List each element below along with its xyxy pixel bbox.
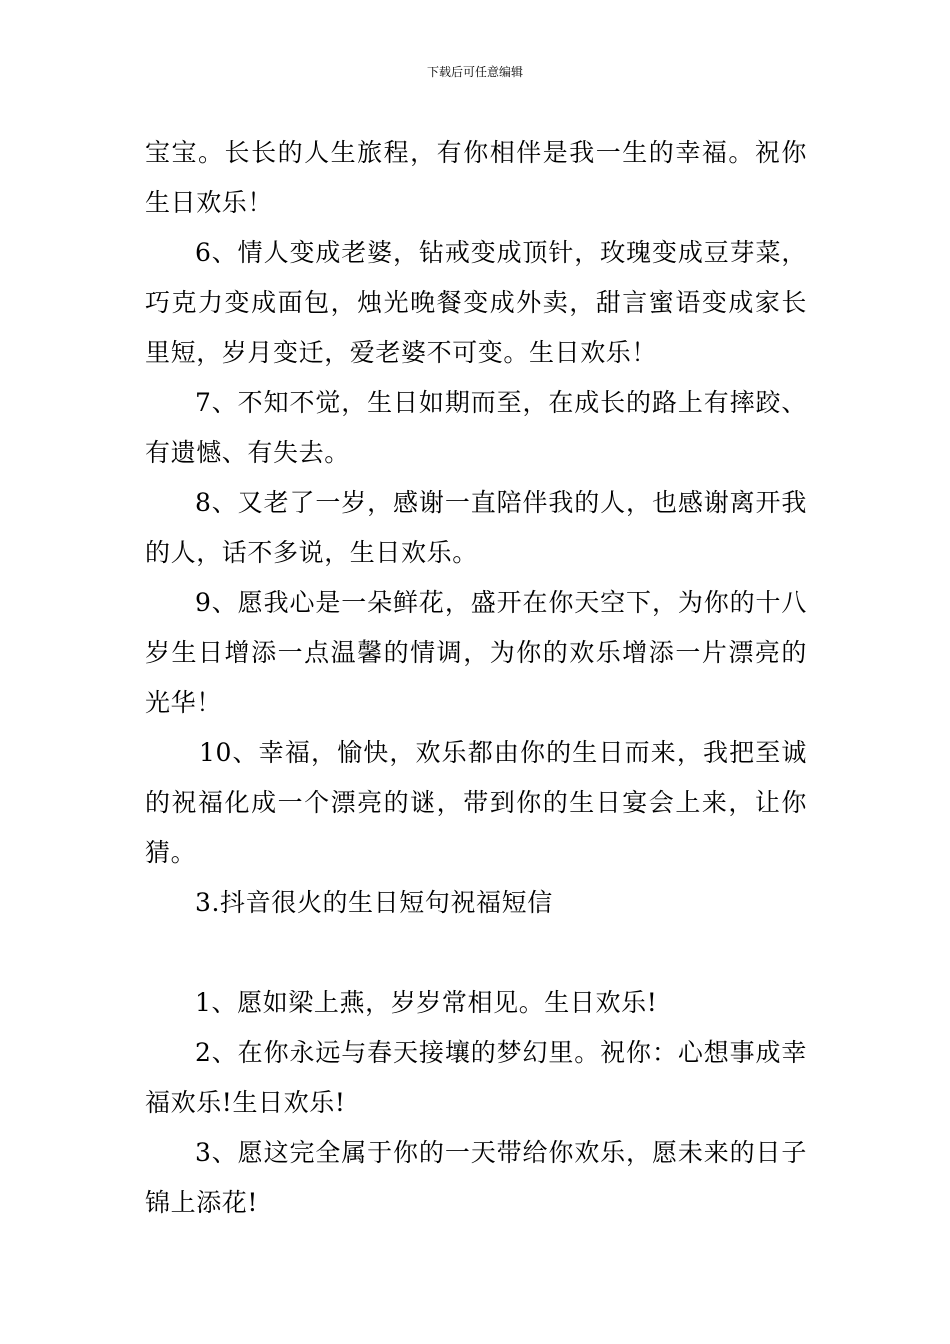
paragraph-continued: 宝宝。长长的人生旅程，有你相伴是我一生的幸福。祝你生日欢乐！ bbox=[145, 138, 807, 217]
paragraph-item-6: 6、情人变成老婆，钻戒变成顶针，玫瑰变成豆芽菜，巧克力变成面包，烛光晚餐变成外卖，甜言蜜语变成家长里短，岁月变迁，爱老婆不可变。生日欢乐！ bbox=[145, 238, 807, 367]
page-header: 下载后可任意编辑 bbox=[426, 65, 523, 79]
paragraph-item-8: 8、又老了一岁，感谢一直陪伴我的人，也感谢离开我的人，话不多说，生日欢乐。 bbox=[145, 488, 807, 567]
section-heading: 3.抖音很火的生日短句祝福短信 bbox=[195, 888, 553, 917]
paragraph-item-10: 10、幸福，愉快，欢乐都由你的生日而来，我把至诚的祝福化成一个漂亮的谜，带到你的生日宴会上来，让你猜。 bbox=[145, 738, 807, 867]
paragraph-item-1: 1、愿如梁上燕，岁岁常相见。生日欢乐! bbox=[195, 988, 658, 1017]
paragraph-item-2: 2、在你永远与春天接壤的梦幻里。祝你：心想事成幸福欢乐!生日欢乐! bbox=[145, 1038, 807, 1117]
paragraph-item-3: 3、愿这完全属于你的一天带给你欢乐，愿未来的日子锦上添花! bbox=[145, 1138, 807, 1217]
paragraph-item-9: 9、愿我心是一朵鲜花，盛开在你天空下，为你的十八岁生日增添一点温馨的情调，为你的欢乐增添一片漂亮的光华！ bbox=[145, 588, 807, 717]
paragraph-item-7: 7、不知不觉，生日如期而至，在成长的路上有摔跤、有遗憾、有失去。 bbox=[145, 388, 807, 467]
blank-line bbox=[145, 928, 807, 978]
document-body bbox=[145, 128, 807, 1228]
